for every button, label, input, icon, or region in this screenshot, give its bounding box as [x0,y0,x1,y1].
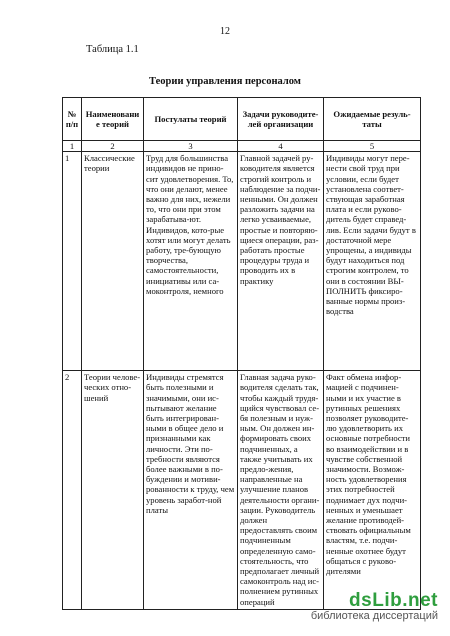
manager-tasks: Главная задача руко-водителя сделать так, чтобы каждый трудя-щийся чувствовал се-бя полезным и нуж-ным. Он должен ин-формировать своих подчиненных, а также учитывать их предло-жения, направленные на улучшение планов деятельности органи-зации. Руководитель должен предоставлять своим подчиненным определенную само-стоятельность, что предполагает личный самоконтроль над ис-полнением рутинных операций [238,371,324,610]
expected-results: Индивиды могут пере-нести свой труд при условии, если будет установлена соответ-ствующая заработная плата и если руково-дитель будет справед-лив. Если задачи будут в достаточной мере упрощены, а индивиды будут находиться под строгим контролем, то они в состоянии ВЫ-ПОЛНИТЬ фиксиро-ванные нормы произ-водства [324,152,421,371]
table-title: Теории управления персоналом [149,76,301,87]
column-number: 5 [324,141,421,152]
manager-tasks: Главной задачей ру-ководителя является строгий контроль и наблюдение за подчи-ненными. Он должен разложить задачи на легко усваиваемые, простые и повторяю-щиеся операции, раз-работать простые процедуры труда и проводить их в практику [238,152,324,371]
watermark-tagline: библиотека диссертаций [310,610,438,622]
column-header-name: Наименование теорий [82,98,144,141]
column-header-number: № п/п [63,98,82,141]
theory-name: Теории челове-ческих отно-шений [82,371,144,610]
table-row [63,152,421,371]
theory-name: Классические теории [82,152,144,371]
column-numbers-row [63,141,421,152]
column-header-postulates: Постулаты теорий [144,98,238,141]
table-caption: Таблица 1.1 [86,44,139,55]
theory-postulates: Индивиды стремятся быть полезными и значимыми, они ис-пытывают желание быть интегрирован-ными в общее дело и признанными как личности. Эти по-требности являются более важными в по-буждении и мотиви-рованности к труду, чем уровень заработ-ной платы [144,371,238,610]
column-number: 2 [82,141,144,152]
column-number: 1 [63,141,82,152]
column-number: 4 [238,141,324,152]
table-header-row [63,98,421,141]
column-header-results: Ожидаемые резуль-таты [324,98,421,141]
watermark-logo: dsLib.net [349,590,438,611]
row-number: 1 [63,152,82,371]
theories-table [62,97,421,610]
expected-results: Факт обмена инфор-мацией с подчинен-ными и их участие в рутинных решениях позволяет руководите-лю удовлетворить их основные потребности во взаимодействии и в чувстве собственной значимости. Возмож-ность удовлетворения этих потребностей поднимает дух подчи-ненных и уменьшает желание противодей-ствовать официальным властям, т.е. подчи-ненные охотнее будут общаться с руково-дителями [324,371,421,610]
theory-postulates: Труд для большинства индивидов не прино-сит удовлетворения. То, что они делают, менее важно для них, нежели то, что они при этом зарабатыва-ют. Индивидов, кото-рые хотят или могут делать работу, тре-бующую творчества, самостоятельности, инициативы или са-моконтроля, немного [144,152,238,371]
column-header-tasks: Задачи руководите-лей организации [238,98,324,141]
page-number: 12 [220,26,230,37]
watermark [311,590,438,622]
table-row [63,371,421,610]
column-number: 3 [144,141,238,152]
row-number: 2 [63,371,82,610]
